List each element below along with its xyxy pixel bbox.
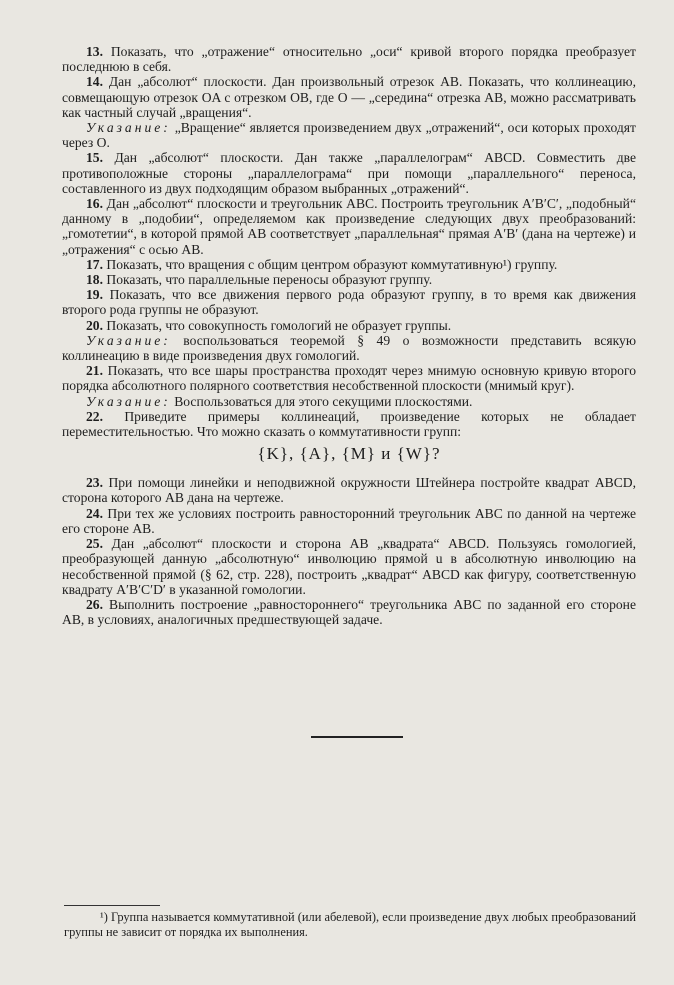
problem-number: 22. bbox=[86, 408, 103, 424]
problem-19 bbox=[62, 287, 636, 317]
problem-14 bbox=[62, 74, 636, 120]
problem-15 bbox=[62, 150, 636, 196]
hint-text: „Вращение“ является произведением двух „отражений“, оси которых проходят через O. bbox=[62, 120, 636, 151]
problem-26 bbox=[62, 597, 636, 627]
hint-label: Указание: bbox=[86, 332, 171, 348]
hint-label: Указание: bbox=[86, 393, 171, 409]
problem-number: 23. bbox=[86, 475, 103, 491]
problem-list bbox=[62, 44, 636, 627]
problem-number: 20. bbox=[86, 317, 103, 333]
group-formula: {K}, {A}, {M} и {W}? bbox=[257, 444, 441, 464]
problem-text: Показать, что все шары пространства проходят через мнимую основную кривую второго порядка абсолютного полярного соответствия несобственной плоскости (мнимый круг). bbox=[62, 363, 636, 394]
problem-number: 19. bbox=[86, 287, 103, 303]
hint-21 bbox=[62, 394, 636, 409]
problem-16 bbox=[62, 196, 636, 257]
problem-number: 25. bbox=[86, 536, 103, 552]
problem-18 bbox=[62, 272, 636, 287]
problem-text: Приведите примеры коллинеаций, произведение которых не обладает переместительностью. Что можно сказать о коммутативности групп: bbox=[62, 408, 636, 440]
problem-20 bbox=[62, 318, 636, 333]
problem-number: 15. bbox=[86, 150, 103, 166]
problem-25 bbox=[62, 536, 636, 597]
hint-text: Воспользоваться для этого секущими плоскостями. bbox=[170, 393, 473, 409]
problem-text: Показать, что „отражение“ относительно „оси“ кривой второго порядка преобразует последнюю в себя. bbox=[62, 44, 636, 75]
problem-text: Показать, что параллельные переносы образуют группу. bbox=[103, 272, 433, 288]
hint-14 bbox=[62, 120, 636, 150]
problem-text: При тех же условиях построить равносторонний треугольник ABC по данной на чертеже его стороне AB. bbox=[62, 505, 636, 536]
problem-number: 14. bbox=[86, 74, 103, 90]
problem-text: Выполнить построение „равностороннего“ треугольника ABC по заданной его стороне AB, в условиях, аналогичных предшествующей задаче. bbox=[62, 596, 636, 628]
problem-22 bbox=[62, 409, 636, 439]
footnote-rule bbox=[64, 905, 160, 906]
problem-23 bbox=[62, 475, 636, 505]
problem-21 bbox=[62, 363, 636, 393]
problem-number: 21. bbox=[86, 363, 103, 379]
problem-number: 13. bbox=[86, 44, 103, 59]
problem-text: Дан „абсолют“ плоскости. Дан произвольный отрезок AB. Показать, что коллинеацию, совмещающую отрезок OA с отрезком OB, где O — „середина“ отрезка AB, можно рассматривать как частный случай „вращения“. bbox=[62, 74, 636, 120]
problem-text: Дан „абсолют“ плоскости. Дан также „параллелограм“ ABCD. Совместить две противоположные стороны „параллелограма“ при помощи „параллельного“ переноса, составленного из двух подходящим образом выбранных „отражений“. bbox=[62, 150, 636, 196]
hint-text: воспользоваться теоремой § 49 о возможности представить всякую коллинеацию в виде произведения двух гомологий. bbox=[62, 332, 636, 364]
hint-label: Указание: bbox=[86, 120, 171, 136]
problem-number: 16. bbox=[86, 196, 103, 212]
problem-text: При помощи линейки и неподвижной окружности Штейнера постройте квадрат ABCD, сторона которого AB дана на чертеже. bbox=[62, 475, 636, 506]
problem-text: Показать, что все движения первого рода образуют группу, в то время как движения второго рода группы не образуют. bbox=[62, 287, 636, 318]
problem-text: Дан „абсолют“ плоскости и треугольник ABC. Построить треугольник A′B′C′, „подобный“ данному в „подобии“, определяемом как произведение следующих двух преобразований: „гомотетии“, в которой прямой AB соответствует „параллельная“ прямая A′B′ (дана на чертеже) и „отражения“ с осью AB. bbox=[62, 196, 636, 257]
section-separator bbox=[311, 736, 403, 738]
problem-text: Показать, что совокупность гомологий не образует группы. bbox=[103, 317, 452, 333]
problem-number: 18. bbox=[86, 272, 103, 288]
problem-number: 17. bbox=[86, 256, 103, 272]
problem-number: 26. bbox=[86, 596, 103, 612]
problem-text: Дан „абсолют“ плоскости и сторона AB „квадрата“ ABCD. Пользуясь гомологией, преобразующей данную „абсолютную“ инволюцию прямой u в абсолютную инволюцию на несобственной прямой (§ 62, стр. 228), построить „квадрат“ ABCD как фигуру, соответственную квадрату A′B′C′D′ в указанной гомологии. bbox=[62, 536, 636, 597]
hint-20 bbox=[62, 333, 636, 363]
problem-17 bbox=[62, 257, 636, 272]
footnote: ¹) Группа называется коммутативной (или абелевой), если произведение двух любых преобразований группы не зависит от порядка их выполнения. bbox=[64, 910, 636, 939]
problem-number: 24. bbox=[86, 505, 103, 521]
problem-13 bbox=[62, 44, 636, 74]
problem-text: Показать, что вращения с общим центром образуют коммутативную¹) группу. bbox=[103, 256, 558, 272]
problem-24 bbox=[62, 506, 636, 536]
